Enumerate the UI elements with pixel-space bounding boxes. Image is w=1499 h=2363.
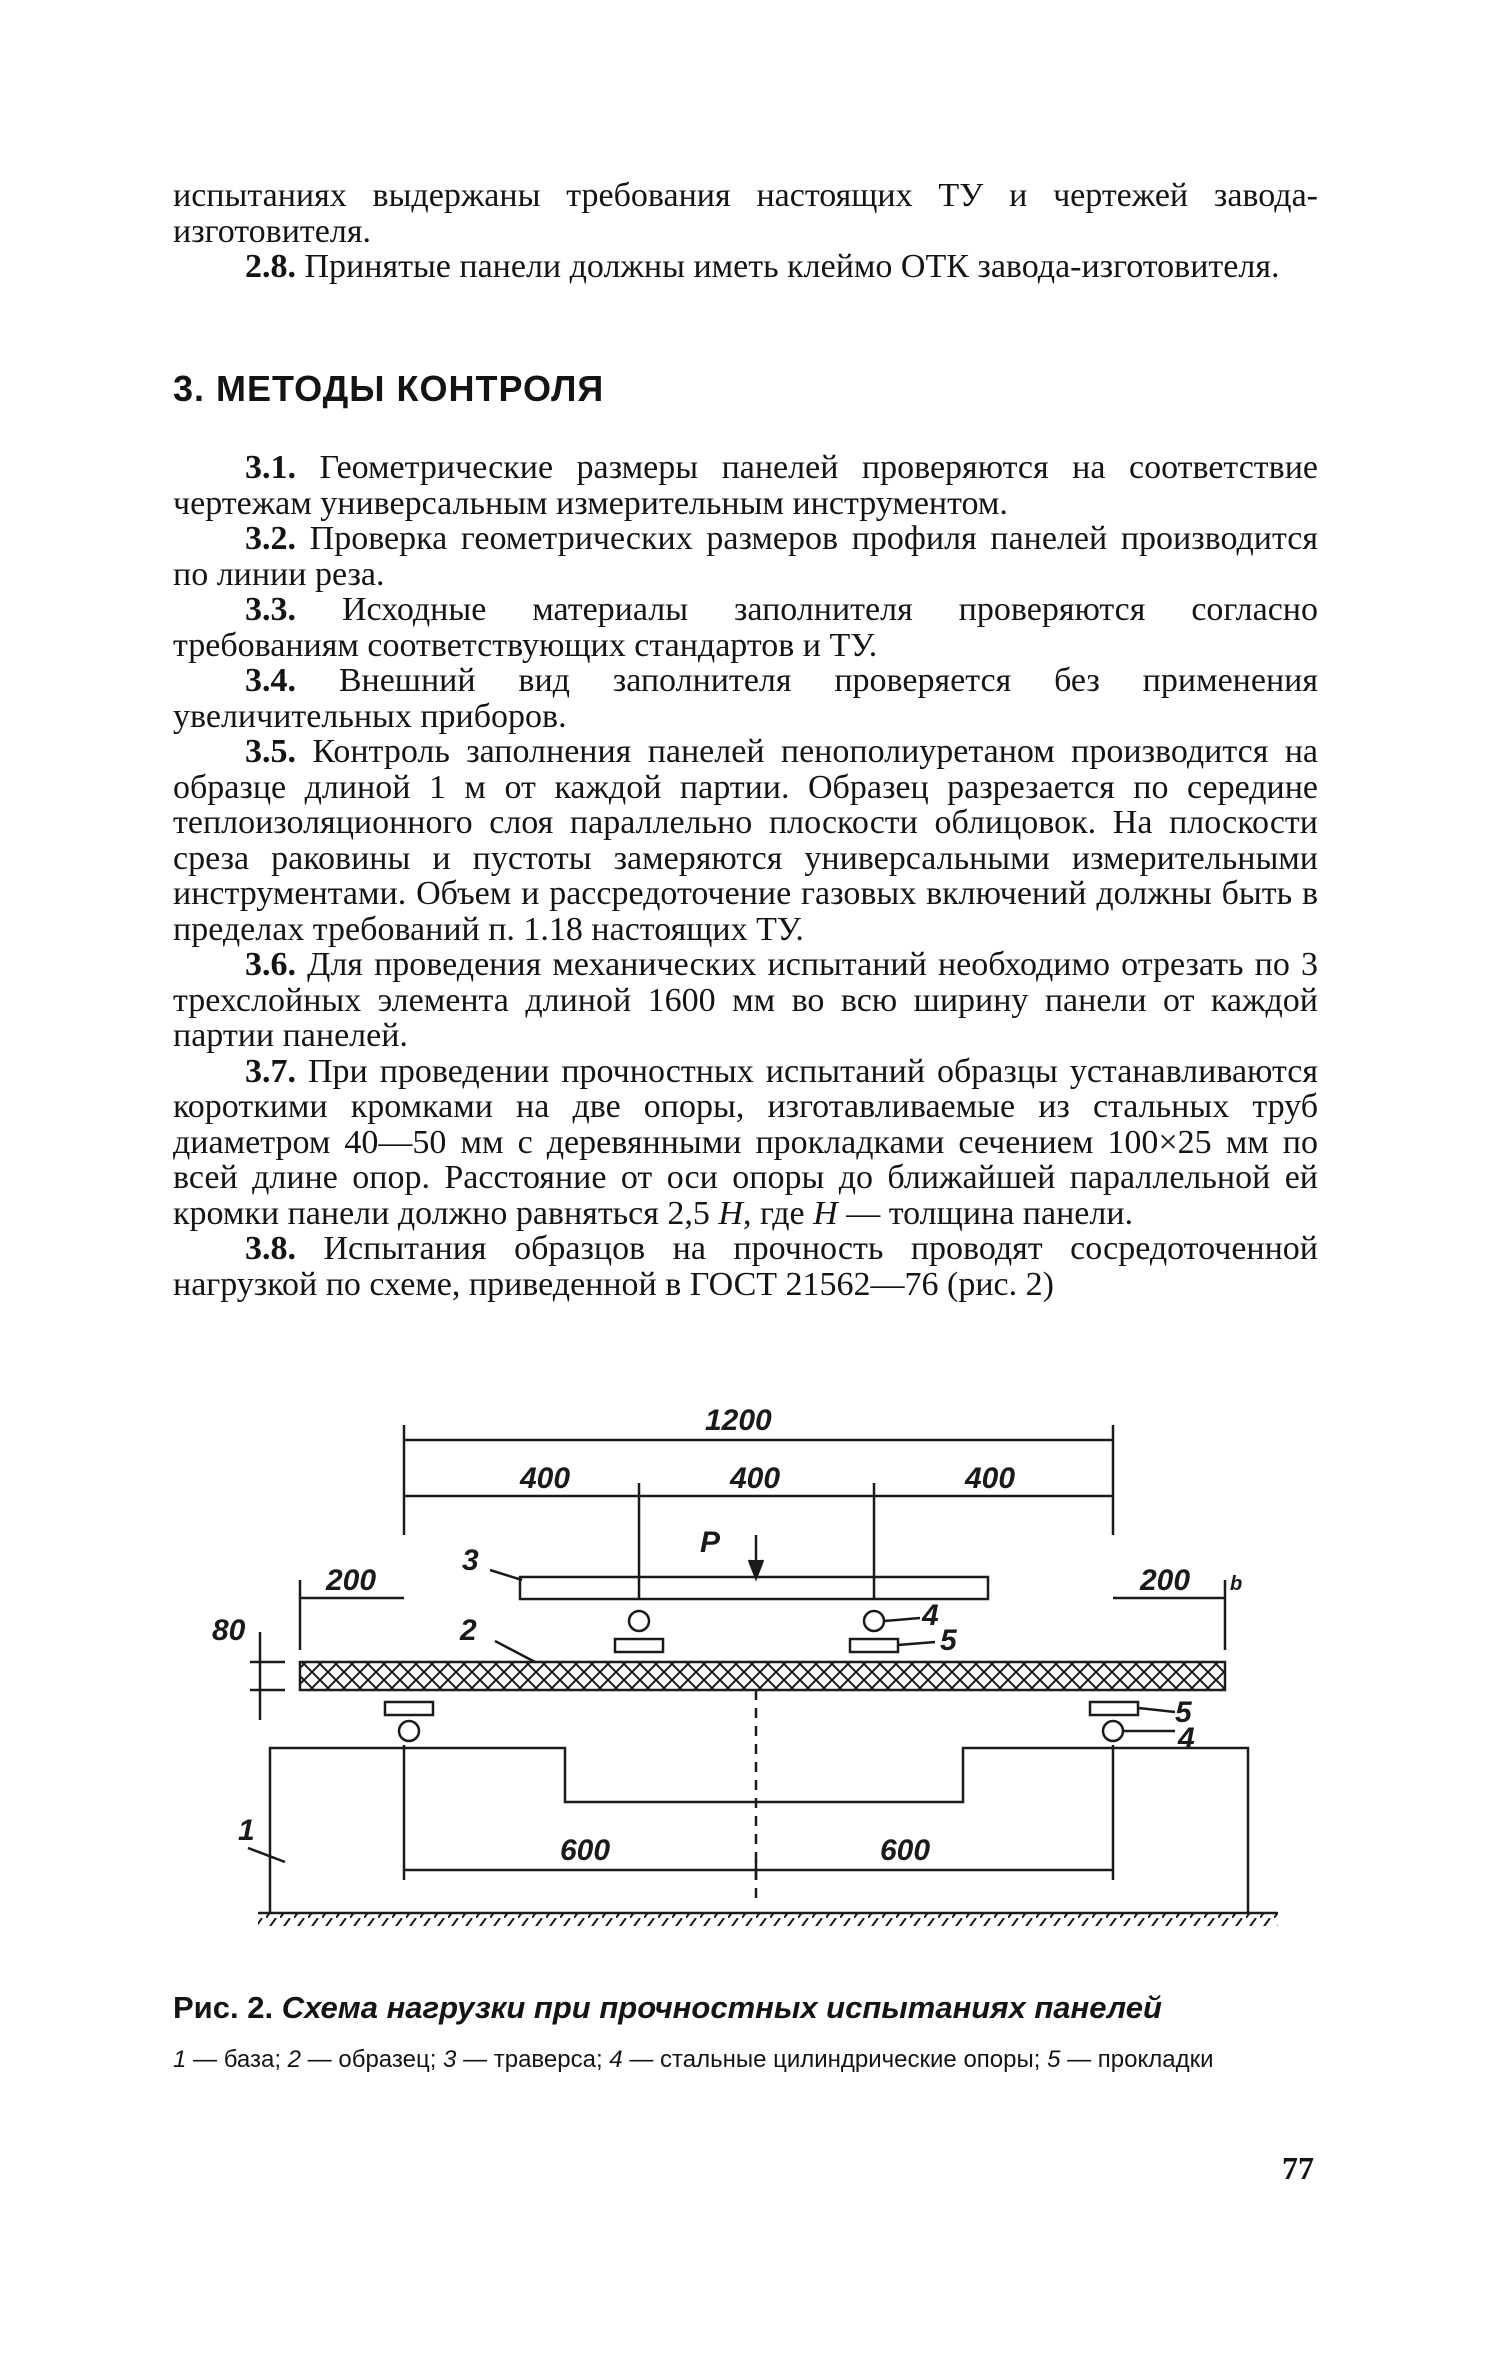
label-support-a: 4 xyxy=(922,1599,939,1632)
dim-left-overhang: 200 xyxy=(326,1564,377,1597)
label-specimen: 2 xyxy=(460,1614,477,1647)
dim-right-overhang: 200 xyxy=(1140,1564,1191,1597)
label-traverse: 3 xyxy=(462,1544,479,1577)
upper-support-left xyxy=(629,1611,649,1631)
figure-caption: Рис. 2. Схема нагрузки при прочностных испытаниях панелей xyxy=(173,1990,1162,2025)
label-load: P xyxy=(700,1526,721,1559)
legend-item-4: 4 — стальные цилиндрические опоры; xyxy=(609,2046,1048,2073)
label-support-b: 4 xyxy=(1178,1722,1195,1755)
paragraph-3-5: 3.5. Контроль заполнения панелей пенополиуретаном производится на образце длиной 1 м от каждой партии. Образец разрезается по середине теплоизоляционного слоя параллельно плоскости облицовок. На плоскости среза раковины и пустоты замеряются универсальными измерительными инструментами. Объем и рассредоточение газовых включений должны быть в пределах требований п. 1.18 настоящих ТУ. xyxy=(173,733,1318,948)
dim-bottom-right: 600 xyxy=(880,1834,931,1867)
paragraph-3-1: 3.1. Геометрические размеры панелей проверяются на соответствие чертежам универсальным измерительным инструментом. xyxy=(173,449,1318,522)
traverse xyxy=(520,1577,988,1599)
label-pad-a: 5 xyxy=(940,1624,957,1657)
lower-support-left xyxy=(399,1721,419,1741)
paragraph-continuation: испытаниях выдержаны требования настоящих ТУ и чертежей завода-изготовителя. xyxy=(173,177,1318,250)
legend-item-5: 5 — прокладки xyxy=(1047,2046,1214,2073)
dim-seg-3: 400 xyxy=(965,1462,1016,1495)
figure-legend xyxy=(173,2045,1318,2074)
paragraph-3-2: 3.2. Проверка геометрических размеров профиля панелей производится по линии реза. xyxy=(173,520,1318,593)
dim-bottom-left: 600 xyxy=(560,1834,611,1867)
lower-support-right xyxy=(1103,1721,1123,1741)
page-number: 77 xyxy=(1282,2150,1314,2186)
section-heading: 3. МЕТОДЫ КОНТРОЛЯ xyxy=(173,368,605,409)
label-base: 1 xyxy=(238,1814,255,1847)
paragraph-2-8: 2.8. Принятые панели должны иметь клеймо ОТК завода-изготовителя. xyxy=(245,248,1280,285)
legend-item-1: 1 — база; xyxy=(173,2046,288,2073)
dim-small-b: b xyxy=(1230,1573,1243,1595)
dim-seg-2: 400 xyxy=(730,1462,781,1495)
base xyxy=(270,1748,1248,1913)
paragraph-3-7: 3.7. При проведении прочностных испытаний образцы устанавливаются короткими кромками на две опоры, изготавливаемые из стальных труб диаметром 40—50 мм с деревянными прокладками сечением 100×25 мм по всей длине опор. Расстояние от оси опоры до ближайшей параллельной ей кромки панели должно равняться 2,5 Н, где Н — толщина панели. xyxy=(173,1052,1318,1232)
paragraph-3-4: 3.4. Внешний вид заполнителя проверяется без применения увеличительных приборов. xyxy=(173,662,1318,735)
dim-thickness: 80 xyxy=(212,1614,246,1647)
legend-item-3: 3 — траверса; xyxy=(443,2046,610,2073)
paragraph-3-3: 3.3. Исходные материалы заполнителя проверяются согласно требованиям соответствующих стандартов и ТУ. xyxy=(173,591,1318,664)
dim-total: 1200 xyxy=(705,1404,772,1437)
paragraph-3-6: 3.6. Для проведения механических испытаний необходимо отрезать по 3 трехслойных элемента длиной 1600 мм во всю ширину панели от каждой партии панелей. xyxy=(173,946,1318,1054)
paragraph-3-8: 3.8. Испытания образцов на прочность проводят сосредоточенной нагрузкой по схеме, приведенной в ГОСТ 21562—76 (рис. 2) xyxy=(173,1230,1318,1303)
specimen-panel xyxy=(300,1662,1225,1690)
label-pad-b: 5 xyxy=(1175,1696,1192,1729)
dim-seg-1: 400 xyxy=(520,1462,571,1495)
legend-item-2: 2 — образец; xyxy=(287,2046,444,2073)
upper-support-right xyxy=(864,1611,884,1631)
